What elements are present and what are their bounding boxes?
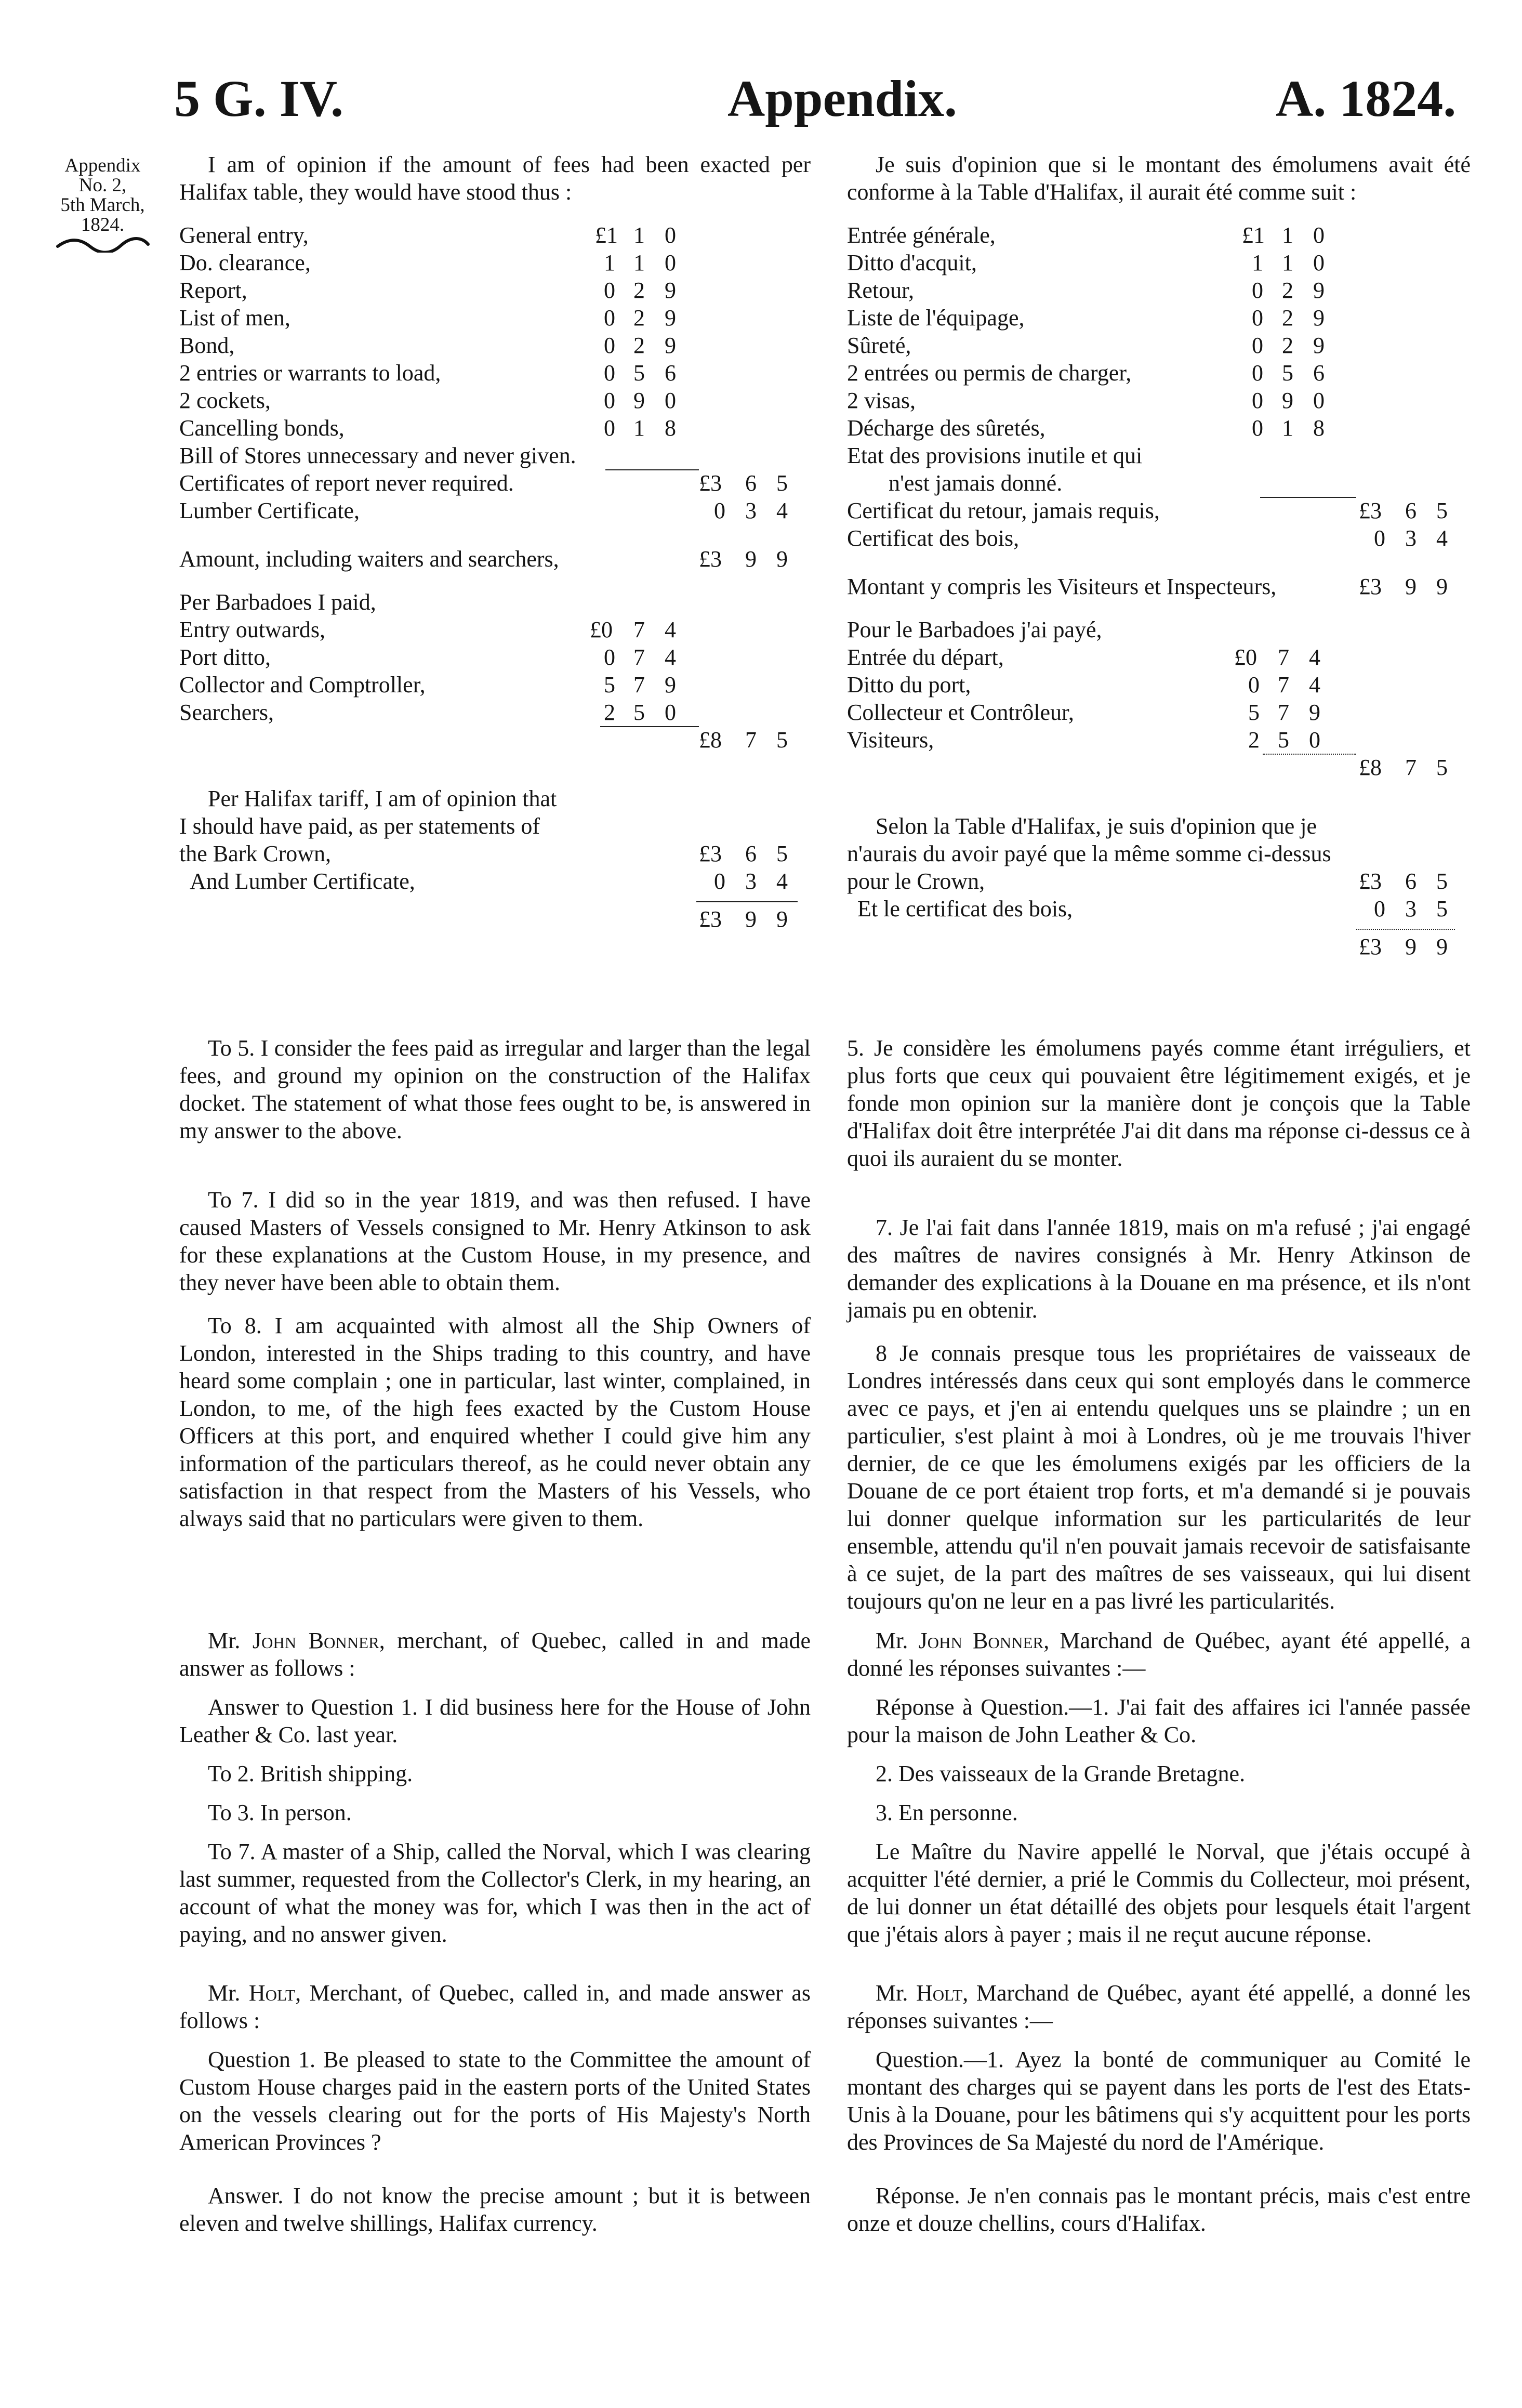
fee-shillings: 1: [633, 222, 645, 248]
barbadoes-label-fr: Ditto du port,: [847, 672, 971, 698]
fee-pence-fr: 9: [1313, 305, 1325, 331]
ornament-icon: [54, 237, 152, 253]
margin-note-line: Appendix: [64, 155, 141, 176]
fee-shillings: 2: [633, 278, 645, 303]
right-column: [847, 151, 1471, 960]
bark-row: [179, 840, 811, 867]
amount-label: Amount, including waiters and searchers,: [179, 546, 559, 572]
barbadoes-shillings: 7: [633, 672, 645, 698]
barbadoes-total-pence-fr: 5: [1436, 755, 1448, 780]
fee-row-fr: [847, 387, 1471, 414]
barbadoes-pence: 4: [665, 644, 676, 670]
barbadoes-row: [179, 699, 811, 726]
barbadoes-total-fr: £8: [1359, 755, 1382, 780]
fee-pounds-fr: £1: [1242, 222, 1265, 248]
barbadoes-intro-fr: Pour le Barbadoes j'ai payé,: [847, 617, 1102, 642]
fee-label: Do. clearance,: [179, 250, 311, 275]
holt-answer-fr: Réponse. Je n'en connais pas le montant précis, mais c'est entre onze et douze chellins, cours d'Halifax.: [847, 2183, 1471, 2236]
bonner-answer-3: To 3. In person.: [208, 1800, 352, 1825]
fee-pounds: 0: [604, 278, 615, 303]
barbadoes-total-row: [179, 726, 811, 754]
fee-pence-fr: 0: [1313, 250, 1325, 275]
barbadoes-label: Entry outwards,: [179, 617, 326, 642]
fee-row: [179, 359, 811, 387]
barbadoes-row-fr: [847, 726, 1471, 754]
margin-note: [47, 156, 158, 253]
bark-row-fr: [847, 867, 1471, 895]
tariff-total-pence: 9: [776, 906, 788, 932]
fee-row: [179, 387, 811, 414]
fee-row-fr: [847, 277, 1471, 304]
left-answers: [179, 1034, 811, 1532]
bonner-intro: [179, 1627, 811, 1682]
fee-pence: 0: [665, 222, 676, 248]
barbadoes-pounds: 0: [604, 644, 615, 670]
stores-note-fr: n'est jamais donné.: [889, 470, 1063, 496]
fee-pounds-fr: 0: [1252, 388, 1263, 413]
tariff-total-fr: £3: [1359, 934, 1382, 959]
barbadoes-shillings-fr: 5: [1278, 727, 1289, 753]
fee-pence-fr: 9: [1313, 333, 1325, 358]
amount-shillings-fr: 9: [1405, 574, 1417, 599]
lumber-label: Lumber Certificate,: [179, 498, 360, 523]
lumber-shillings: 3: [745, 498, 757, 523]
fee-pounds: 0: [604, 388, 615, 413]
fee-row: [179, 414, 811, 442]
holt-name-fr: Holt: [916, 1980, 963, 2006]
holt-pre-fr: Mr.: [876, 1980, 917, 2006]
barbadoes-row: [179, 643, 811, 671]
fee-label-fr: Sûreté,: [847, 333, 911, 358]
right-bonner-section: [847, 1627, 1471, 2237]
barbadoes-label-fr: Visiteurs,: [847, 727, 934, 753]
barbadoes-total-row-fr: [847, 754, 1471, 781]
barbadoes-pounds: 2: [604, 700, 615, 725]
fee-label-fr: Ditto d'acquit,: [847, 250, 977, 275]
fee-pounds-fr: 1: [1252, 250, 1263, 275]
bonner-pre: Mr.: [208, 1628, 253, 1653]
amount-pence-fr: 9: [1436, 574, 1448, 599]
fee-label: Cancelling bonds,: [179, 415, 345, 441]
certificates-label-fr: Certificat du retour, jamais requis,: [847, 498, 1160, 523]
fee-shillings: 1: [633, 250, 645, 275]
fee-pence: 0: [665, 250, 676, 275]
barbadoes-total-shillings-fr: 7: [1405, 755, 1417, 780]
certificates-pence: 5: [776, 470, 788, 496]
barbadoes-label-fr: Collecteur et Contrôleur,: [847, 700, 1074, 725]
amount-row-fr: [847, 573, 1471, 600]
amount-row: [179, 545, 811, 573]
barbadoes-pounds: 5: [604, 672, 615, 698]
lumber-pounds-fr: 0: [1374, 525, 1385, 551]
bark-label: the Bark Crown,: [179, 841, 332, 866]
tariff-line: I should have paid, as per statements of: [179, 813, 540, 839]
fee-pounds: £1: [595, 222, 618, 248]
stores-note: Bill of Stores unnecessary and never given.: [179, 443, 576, 468]
lumber-pence: 4: [776, 498, 788, 523]
fee-pounds: 0: [604, 360, 615, 386]
fee-shillings-fr: 9: [1282, 388, 1293, 413]
fee-pence-fr: 0: [1313, 388, 1325, 413]
lumber-label-fr: Certificat des bois,: [847, 525, 1020, 551]
intro-paragraph-fr: Je suis d'opinion que si le montant des émolumens avait été conforme à la Table d'Halifax, il aurait été comme suit :: [847, 152, 1471, 205]
bark-shillings: 6: [745, 841, 757, 866]
barbadoes-pence-fr: 9: [1309, 700, 1320, 725]
page-header-year: A. 1824.: [1276, 70, 1457, 127]
fee-row-fr: [847, 414, 1471, 442]
bonner-answer-1-fr: Réponse à Question.—1. J'ai fait des affaires ici l'année passée pour la maison de John Leather & Co.: [847, 1694, 1471, 1747]
fee-shillings-fr: 5: [1282, 360, 1293, 386]
barbadoes-pounds-fr: 5: [1248, 700, 1260, 725]
bark-total-fr: £3: [1359, 869, 1382, 894]
barbadoes-shillings-fr: 7: [1278, 672, 1289, 698]
fee-pence: 8: [665, 415, 676, 441]
fee-row-fr: [847, 221, 1471, 249]
lumber2-shillings-fr: 3: [1405, 896, 1417, 922]
bark-pence: 5: [776, 841, 788, 866]
bonner-answer-7: To 7. A master of a Ship, called the Norval, which I was clearing last summer, requested from the Collector's Clerk, in my hearing, an account of what the money was for, which I was then in the act of paying, and no answer given.: [179, 1839, 811, 1947]
fee-label: Report,: [179, 278, 247, 303]
lumber2-total-fr: 0: [1374, 896, 1385, 922]
barbadoes-label: Searchers,: [179, 700, 274, 725]
fee-pounds-fr: 0: [1252, 278, 1263, 303]
fee-pounds: 0: [604, 305, 615, 331]
barbadoes-total-pence: 5: [776, 727, 788, 753]
tariff-line-fr: n'aurais du avoir payé que la même somme ci-dessus: [847, 841, 1331, 866]
fee-pence: 9: [665, 278, 676, 303]
lumber-shillings-fr: 3: [1405, 525, 1417, 551]
fee-pence-fr: 8: [1313, 415, 1325, 441]
barbadoes-label: Collector and Comptroller,: [179, 672, 426, 698]
barbadoes-pounds-fr: 0: [1248, 672, 1260, 698]
certificates-label: Certificates of report never required.: [179, 470, 514, 496]
barbadoes-pounds-fr: 2: [1248, 727, 1260, 753]
fee-pence: 9: [665, 333, 676, 358]
right-answers: [847, 1034, 1471, 1615]
fee-label-fr: Entrée générale,: [847, 222, 996, 248]
bonner-intro-fr: [847, 1627, 1471, 1682]
barbadoes-pence-fr: 4: [1309, 644, 1320, 670]
tariff-total-shillings: 9: [745, 906, 757, 932]
dash-rule: [1260, 497, 1356, 498]
fee-row-fr: [847, 304, 1471, 332]
bonner-answer-1: Answer to Question 1. I did business here for the House of John Leather & Co. last year.: [179, 1694, 811, 1747]
barbadoes-label-fr: Entrée du départ,: [847, 644, 1004, 670]
answer-to-7-fr: 7. Je l'ai fait dans l'année 1819, mais on m'a refusé ; j'ai engagé des maîtres de navires consignés à Mr. Henry Atkinson de demander des explications à la Douane en ma présence, et ils n'ont jamais pu en obtenir.: [847, 1215, 1471, 1323]
barbadoes-pence-fr: 4: [1309, 672, 1320, 698]
fee-label-fr: Liste de l'équipage,: [847, 305, 1025, 331]
page-header-session: 5 G. IV.: [174, 70, 344, 127]
fee-pounds-fr: 0: [1252, 415, 1263, 441]
barbadoes-pence: 9: [665, 672, 676, 698]
fee-label-fr: Décharge des sûretés,: [847, 415, 1045, 441]
bark-pence-fr: 5: [1436, 869, 1448, 894]
fee-pounds: 0: [604, 415, 615, 441]
dash-rule: [605, 469, 699, 470]
tariff-total-pence-fr: 9: [1436, 934, 1448, 959]
lumber2-pence-fr: 5: [1436, 896, 1448, 922]
margin-note-line: 5th March,: [60, 194, 145, 216]
certificates-shillings: 6: [745, 470, 757, 496]
certificates-row: [179, 469, 811, 497]
dash-rule: [1263, 754, 1356, 755]
holt-name: Holt: [248, 1980, 296, 2006]
tariff-total-shillings-fr: 9: [1405, 934, 1417, 959]
tariff-line: Per Halifax tariff, I am of opinion that: [208, 786, 557, 811]
left-bonner-section: [179, 1627, 811, 2237]
bark-label-fr: pour le Crown,: [847, 869, 985, 894]
holt-intro-fr: [847, 1979, 1471, 2034]
bonner-name-fr: John Bonner: [918, 1628, 1044, 1653]
barbadoes-shillings-fr: 7: [1278, 644, 1289, 670]
fee-shillings-fr: 2: [1282, 333, 1293, 358]
barbadoes-row-fr: [847, 643, 1471, 671]
barbadoes-shillings: 7: [633, 617, 645, 642]
tariff-total-row: [179, 905, 811, 933]
intro-paragraph: I am of opinion if the amount of fees had been exacted per Halifax table, they would have stood thus :: [179, 152, 811, 205]
amount-shillings: 9: [745, 546, 757, 572]
holt-post-fr: , Marchand de Québec, ayant été appellé, a donné les réponses suivantes :—: [847, 1980, 1471, 2033]
barbadoes-shillings: 7: [633, 644, 645, 670]
holt-pre: Mr.: [208, 1980, 249, 2006]
fee-shillings: 2: [633, 305, 645, 331]
fee-label-fr: 2 entrées ou permis de charger,: [847, 360, 1132, 386]
dash-rule: [600, 726, 699, 727]
amount-label-fr: Montant y compris les Visiteurs et Inspecteurs,: [847, 574, 1277, 599]
barbadoes-pence: 4: [665, 617, 676, 642]
barbadoes-pence: 0: [665, 700, 676, 725]
lumber2-label: And Lumber Certificate,: [190, 869, 415, 894]
answer-to-5: To 5. I consider the fees paid as irregular and larger than the legal fees, and ground my opinion on the construction of the Halifax docket. The statement of what those fees ought to be, is answered in my answer to the above.: [179, 1035, 811, 1143]
answer-to-5-fr: 5. Je considère les émolumens payés comme étant irréguliers, et plus forts que ceux qui pouvaient être légitimement exigés, et je fonde mon opinion sur la manière dont je conçois que la Table d'Halifax doit être interprétée J'ai dit dans ma réponse ci-dessus ce à quoi ils auraient du se monter.: [847, 1035, 1471, 1171]
bonner-answer-2: To 2. British shipping.: [208, 1761, 413, 1786]
fee-row: [179, 221, 811, 249]
left-column: [179, 151, 811, 933]
fee-pence: 0: [665, 388, 676, 413]
barbadoes-pounds-fr: £0: [1234, 644, 1257, 670]
lumber-pence-fr: 4: [1436, 525, 1448, 551]
lumber2-pence: 4: [776, 869, 788, 894]
fee-shillings-fr: 1: [1282, 250, 1293, 275]
amount-pence: 9: [776, 546, 788, 572]
bonner-answer-3-fr: 3. En personne.: [876, 1800, 1018, 1825]
fee-pence: 9: [665, 305, 676, 331]
fee-row: [179, 304, 811, 332]
fee-shillings-fr: 2: [1282, 278, 1293, 303]
fee-shillings: 1: [633, 415, 645, 441]
certificates-total: £3: [699, 470, 722, 496]
barbadoes-pence-fr: 0: [1309, 727, 1320, 753]
lumber2-label-fr: Et le certificat des bois,: [857, 896, 1073, 922]
fee-row: [179, 277, 811, 304]
fee-label: General entry,: [179, 222, 309, 248]
barbadoes-row-fr: [847, 699, 1471, 726]
stores-note-fr: Etat des provisions inutile et qui: [847, 443, 1143, 468]
bark-total: £3: [699, 841, 722, 866]
barbadoes-total: £8: [699, 727, 722, 753]
certificates-row-fr: [847, 497, 1471, 524]
fee-shillings: 2: [633, 333, 645, 358]
certificates-total-fr: £3: [1359, 498, 1382, 523]
tariff-total: £3: [699, 906, 722, 932]
fee-pounds-fr: 0: [1252, 305, 1263, 331]
bark-shillings-fr: 6: [1405, 869, 1417, 894]
page-header-title: Appendix.: [727, 70, 957, 127]
bonner-answer-2-fr: 2. Des vaisseaux de la Grande Bretagne.: [876, 1761, 1246, 1786]
fee-label: List of men,: [179, 305, 290, 331]
fee-label-fr: 2 visas,: [847, 388, 916, 413]
total-rule: [1356, 929, 1455, 930]
bonner-post: , merchant, of Quebec, called in and made answer as follows :: [179, 1628, 811, 1681]
bonner-answer-7-fr: Le Maître du Navire appellé le Norval, que j'étais occupé à acquitter l'été dernier, a prié le Commis du Collecteur, moi présent, de lui donner un état détaillé des objets pour lesquels était l'argent que j'étais alors à payer ; mais il ne reçut aucune réponse.: [847, 1839, 1471, 1947]
lumber2-row: [179, 867, 811, 895]
lumber-row-fr: [847, 524, 1471, 552]
bonner-name: John Bonner: [252, 1628, 379, 1653]
fee-shillings-fr: 1: [1282, 222, 1293, 248]
tariff-line-fr: Selon la Table d'Halifax, je suis d'opinion que je: [876, 813, 1317, 839]
lumber2-total: 0: [714, 869, 725, 894]
fee-pounds: 1: [604, 250, 615, 275]
fee-row-fr: [847, 359, 1471, 387]
fee-pence-fr: 0: [1313, 222, 1325, 248]
holt-question: Question 1. Be pleased to state to the Committee the amount of Custom House charges paid in the eastern ports of the United States on the vessels clearing out for the ports of His Majesty's North American Provinces ?: [179, 2047, 811, 2155]
answer-to-7: To 7. I did so in the year 1819, and was then refused. I have caused Masters of Vessels consigned to Mr. Henry Atkinson to ask for these explanations at the Custom House, in my presence, and they never have been able to obtain them.: [179, 1187, 811, 1295]
total-rule: [696, 901, 798, 902]
barbadoes-row-fr: [847, 671, 1471, 699]
fee-pence-fr: 6: [1313, 360, 1325, 386]
barbadoes-shillings: 5: [633, 700, 645, 725]
fee-shillings: 9: [633, 388, 645, 413]
holt-intro: [179, 1979, 811, 2034]
fee-pounds: 0: [604, 333, 615, 358]
fee-pence-fr: 9: [1313, 278, 1325, 303]
fee-label: 2 cockets,: [179, 388, 271, 413]
certificates-pence-fr: 5: [1436, 498, 1448, 523]
certificates-shillings-fr: 6: [1405, 498, 1417, 523]
bonner-post-fr: , Marchand de Québec, ayant été appellé, a donné les réponses suivantes :—: [847, 1628, 1471, 1681]
answer-to-8: To 8. I am acquainted with almost all the Ship Owners of London, interested in the Ships trading to this country, and have heard some complain ; one in particular, last winter, complained, in London, to me, of the high fees exacted by the Custom House Officers at this port, and enquired whether I could give him any information of the particulars thereof, as he could never obtain any satisfaction in that respect from the Masters of his Vessels, who always said that no particulars were given to them.: [179, 1313, 811, 1531]
fee-pounds-fr: 0: [1252, 333, 1263, 358]
holt-post: , Merchant, of Quebec, called in, and made answer as follows :: [179, 1980, 811, 2033]
barbadoes-row: [179, 671, 811, 699]
barbadoes-pounds: £0: [590, 617, 613, 642]
amount-total-fr: £3: [1359, 574, 1382, 599]
holt-question-fr: Question.—1. Ayez la bonté de communiquer au Comité le montant des charges qui se payent dans les ports de l'est des Etats-Unis à la Douane, pour les bâtimens qui s'y acquittent pour les ports des Provinces de Sa Majesté du nord de l'Amérique.: [847, 2047, 1471, 2155]
fee-shillings-fr: 1: [1282, 415, 1293, 441]
holt-answer: Answer. I do not know the precise amount ; but it is between eleven and twelve shillings, Halifax currency.: [179, 2183, 811, 2236]
fee-row: [179, 249, 811, 277]
margin-note-line: 1824.: [81, 214, 125, 235]
fee-label-fr: Retour,: [847, 278, 914, 303]
lumber-row: [179, 497, 811, 524]
fee-shillings: 5: [633, 360, 645, 386]
lumber2-row-fr: [847, 895, 1471, 923]
tariff-total-row-fr: [847, 933, 1471, 960]
lumber-pounds: 0: [714, 498, 725, 523]
bonner-pre-fr: Mr.: [876, 1628, 919, 1653]
fee-pence: 6: [665, 360, 676, 386]
fee-pounds-fr: 0: [1252, 360, 1263, 386]
fee-row: [179, 332, 811, 359]
fee-row-fr: [847, 249, 1471, 277]
fee-label: Bond,: [179, 333, 235, 358]
barbadoes-row: [179, 616, 811, 643]
barbadoes-total-shillings: 7: [745, 727, 757, 753]
barbadoes-label: Port ditto,: [179, 644, 271, 670]
answer-to-8-fr: 8 Je connais presque tous les propriétaires de vaisseaux de Londres intéressés dans ceux qui sont employés dans le commerce avec ce pays, et j'en ai entendu quelques uns se plaindre ; un en particulier, s'est plaint à moi à Londres, où je me trouvais l'hiver dernier, de ce que les émolumens exigés par les officiers de la Douane de ce port étaient trop forts, et m'a demandé si je pouvais lui donner quelque information sur les particularités de leur ensemble, attendu qu'il n'en pouvait jamais recevoir de satisfaisante à ce sujet, de la part des maîtres de ses vaisseaux, qui lui disent toujours qu'on ne leur en a pas livré les particularités.: [847, 1340, 1471, 1614]
lumber2-shillings: 3: [745, 869, 757, 894]
barbadoes-intro: Per Barbadoes I paid,: [179, 589, 376, 615]
fee-label: 2 entries or warrants to load,: [179, 360, 441, 386]
barbadoes-shillings-fr: 7: [1278, 700, 1289, 725]
fee-row-fr: [847, 332, 1471, 359]
fee-shillings-fr: 2: [1282, 305, 1293, 331]
amount-total: £3: [699, 546, 722, 572]
margin-note-line: No. 2,: [78, 175, 127, 196]
